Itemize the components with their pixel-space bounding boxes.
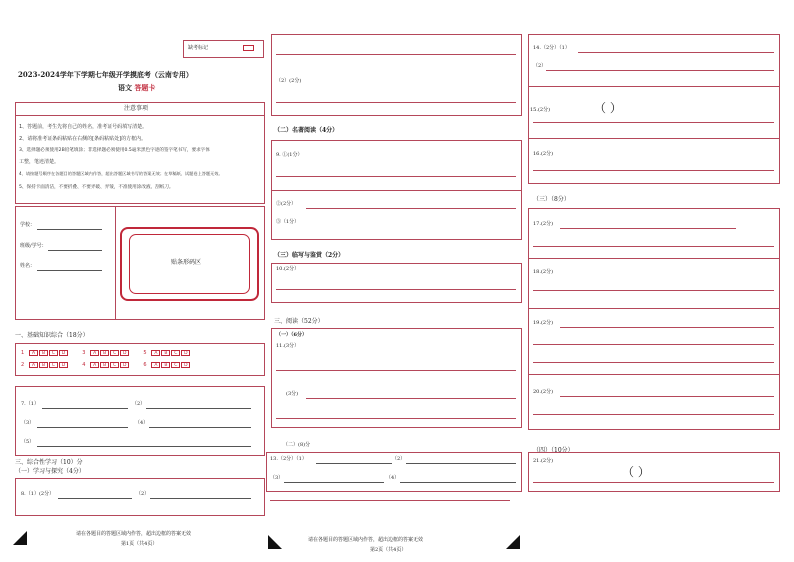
q17-label: 17.(2分) xyxy=(533,221,554,227)
q9-3-label: ③（1分） xyxy=(276,219,300,225)
q8-label: 8.（1）(2分） xyxy=(21,491,55,497)
option-bubble[interactable]: A xyxy=(29,362,38,368)
page3-section4: （四）（10分） xyxy=(533,447,574,454)
answer-line xyxy=(578,52,774,53)
q11-label: 11.(3分） xyxy=(276,343,300,349)
answer-line xyxy=(276,54,516,55)
option-bubble[interactable]: D xyxy=(120,350,129,356)
q10-label: 10.(2分） xyxy=(276,266,300,272)
section3-title: 三、综合性学习（10）分 xyxy=(15,459,83,466)
missing-mark-label: 缺考标记 xyxy=(188,45,209,51)
option-bubble[interactable]: C xyxy=(171,350,180,356)
school-field[interactable] xyxy=(37,229,102,230)
barcode-label: 贴条形码区 xyxy=(171,259,202,266)
corner-marker-icon xyxy=(13,531,27,545)
name-label: 姓名： xyxy=(20,263,36,269)
q14-divider xyxy=(528,86,780,87)
q9-1-label: 9. ①(1分） xyxy=(276,152,303,158)
page1-footer-note: 请在各题目的答题区域内作答，超出边框的答案无效 xyxy=(76,531,192,537)
answer-line xyxy=(276,176,516,177)
q9-divider xyxy=(271,190,522,191)
page2-footer-note: 请在各题目的答题区域内作答，超出边框的答案无效 xyxy=(308,537,424,543)
answer-line xyxy=(533,344,774,345)
option-bubble[interactable]: C xyxy=(49,362,58,368)
q7-3-label: （3） xyxy=(21,420,35,426)
option-bubble[interactable]: D xyxy=(181,362,190,368)
answer-card-label: 答题卡 xyxy=(134,83,156,92)
mc-row: 2 A B C D 4 A B C D 6 A B C D xyxy=(21,362,191,368)
q13-1-field[interactable] xyxy=(316,463,392,464)
option-bubble[interactable]: D xyxy=(120,362,129,368)
q7-5-field[interactable] xyxy=(37,446,251,447)
notice-rule: 1、答题前，考生先将自己的姓名，准考证号码填写清楚。 xyxy=(19,124,148,130)
q13-4-label: （4） xyxy=(386,475,400,481)
option-bubble[interactable]: D xyxy=(59,350,68,356)
q19-divider xyxy=(528,374,780,375)
option-bubble[interactable]: A xyxy=(151,350,160,356)
q18-divider xyxy=(528,308,780,309)
q13-3-field[interactable] xyxy=(284,482,384,483)
section3-sub: （一）学习与探究（4分） xyxy=(15,468,85,475)
answer-line xyxy=(533,246,774,247)
q16-label: 16.(2分) xyxy=(533,151,554,157)
option-bubble[interactable]: A xyxy=(29,350,38,356)
answer-line xyxy=(560,396,774,397)
mc-row: 1 A B C D 3 A B C D 5 A B C D xyxy=(21,350,191,356)
q21-box xyxy=(528,452,780,492)
answer-line xyxy=(276,370,516,371)
notice-title: 注意事项 xyxy=(124,105,149,112)
q13-4-field[interactable] xyxy=(400,482,516,483)
q7-2-label: （2） xyxy=(132,401,146,407)
mc-box xyxy=(15,343,265,376)
option-bubble[interactable]: A xyxy=(90,362,99,368)
subject-name: 语文 xyxy=(118,83,132,92)
notice-rule: 4、请按题号顺序在各题目的答题区域内作答，超出答题区域书写的答案无效；在草稿纸、试题卷上答题无效。 xyxy=(19,171,223,176)
q7-2-field[interactable] xyxy=(146,408,251,409)
answer-line xyxy=(306,398,516,399)
q7-3-field[interactable] xyxy=(37,427,128,428)
answer-line xyxy=(560,327,774,328)
q7-5-label: （5） xyxy=(21,439,35,445)
q18-label: 18.(2分) xyxy=(533,269,554,275)
option-bubble[interactable]: C xyxy=(49,350,58,356)
answer-line xyxy=(276,289,516,290)
page2-section3-title: 三、阅读（52分） xyxy=(274,318,324,325)
q10-box xyxy=(271,263,522,303)
q7-1-label: 7.（1） xyxy=(21,401,39,407)
class-field[interactable] xyxy=(48,250,102,251)
q-top-box xyxy=(271,34,522,116)
q15-divider xyxy=(528,138,780,139)
q14-2-label: （2） xyxy=(533,63,547,69)
name-field[interactable] xyxy=(37,270,102,271)
sub1-title: （一）（6分） xyxy=(276,332,307,338)
answer-line xyxy=(533,290,774,291)
notice-rule: 工整，笔迹清楚。 xyxy=(19,159,60,165)
q14-label: 14.（2分）（1） xyxy=(533,45,570,51)
option-bubble[interactable]: A xyxy=(151,362,160,368)
q8-1-field[interactable] xyxy=(58,498,132,499)
class-label: 班级/学号： xyxy=(20,243,47,249)
option-bubble[interactable]: D xyxy=(59,362,68,368)
student-info-divider xyxy=(115,206,116,320)
page1-footer-page: 第1页（共4页） xyxy=(121,541,158,547)
q15-answer-paren[interactable]: （ ） xyxy=(594,101,622,115)
corner-marker-icon xyxy=(268,535,282,549)
q9-2-label: ②(2分） xyxy=(276,201,297,207)
option-bubble[interactable]: B xyxy=(39,350,48,356)
q14-box xyxy=(528,34,780,184)
q21-answer-paren[interactable]: （ ） xyxy=(622,465,650,479)
page3-section3: （三）（8分） xyxy=(533,196,570,203)
q13-2-label: （2） xyxy=(392,456,406,462)
q21-label: 21.(2分) xyxy=(533,458,554,464)
q13-1-label: 13.（2分）（1） xyxy=(270,456,307,462)
answer-line xyxy=(306,208,516,209)
answer-line xyxy=(276,418,516,419)
q7-1-field[interactable] xyxy=(42,408,128,409)
answer-line xyxy=(533,482,774,483)
corner-marker-icon xyxy=(506,535,520,549)
q7-4-label: （4） xyxy=(135,420,149,426)
q8-2-field[interactable] xyxy=(150,498,251,499)
q8-2-label: （2） xyxy=(136,491,150,497)
answer-line xyxy=(276,102,516,103)
page2-footer-page: 第2页（共4页） xyxy=(370,547,407,553)
answer-line xyxy=(546,70,774,71)
q19-label: 19.(2分) xyxy=(533,320,554,326)
notice-divider xyxy=(15,115,265,116)
answer-line xyxy=(533,122,774,123)
option-bubble[interactable]: C xyxy=(171,362,180,368)
option-bubble[interactable]: B xyxy=(161,350,170,356)
subject-line xyxy=(118,84,155,91)
answer-line xyxy=(533,170,774,171)
q7-4-field[interactable] xyxy=(149,427,251,428)
option-bubble[interactable]: C xyxy=(110,350,119,356)
option-bubble[interactable]: B xyxy=(39,362,48,368)
school-label: 学校： xyxy=(20,222,36,228)
option-bubble[interactable]: C xyxy=(110,362,119,368)
section1-title: 一、基础知识综合（18分） xyxy=(15,332,89,339)
option-bubble[interactable]: B xyxy=(100,350,109,356)
q15-label: 15.(2分) xyxy=(530,107,551,113)
notice-rule: 3、选择题必须使用2B铅笔填涂；非选择题必须使用0.5毫米黑色字迹的签字笔书写，要求字体 xyxy=(19,148,210,153)
option-bubble[interactable]: B xyxy=(161,362,170,368)
answer-line xyxy=(560,228,736,229)
sub2-title: （二）(8)分 xyxy=(283,442,311,448)
missing-mark-checkbox[interactable] xyxy=(243,45,254,51)
option-bubble[interactable]: B xyxy=(100,362,109,368)
q11-b-label: (3分) xyxy=(286,391,299,397)
answer-line xyxy=(533,414,774,415)
write-section-title: （三）临写与鉴赏（2分） xyxy=(274,252,345,259)
section2-title: （二）名著阅读（4分） xyxy=(274,127,339,134)
q2-label: （2）(2分) xyxy=(276,78,302,84)
q8-box xyxy=(15,478,265,516)
q20-label: 20.(2分) xyxy=(533,389,554,395)
q13-3-label: （3） xyxy=(270,475,284,481)
answer-line xyxy=(270,500,510,501)
option-bubble[interactable]: A xyxy=(90,350,99,356)
exam-title: 2023-2024学年下学期七年级开学摸底考（云南专用） xyxy=(18,70,193,79)
option-bubble[interactable]: D xyxy=(181,350,190,356)
q13-2-field[interactable] xyxy=(406,463,516,464)
q17-divider xyxy=(528,258,780,259)
q11-box xyxy=(271,328,522,428)
notice-rule: 5、保持卡面清洁，不要折叠、不要弄破、弄皱，不准使用涂改液、刮纸刀。 xyxy=(19,185,174,190)
notice-rule: 2、请将准考证条码粘贴在右侧的[条码粘贴处]的方框内。 xyxy=(19,136,147,142)
answer-line xyxy=(533,362,774,363)
